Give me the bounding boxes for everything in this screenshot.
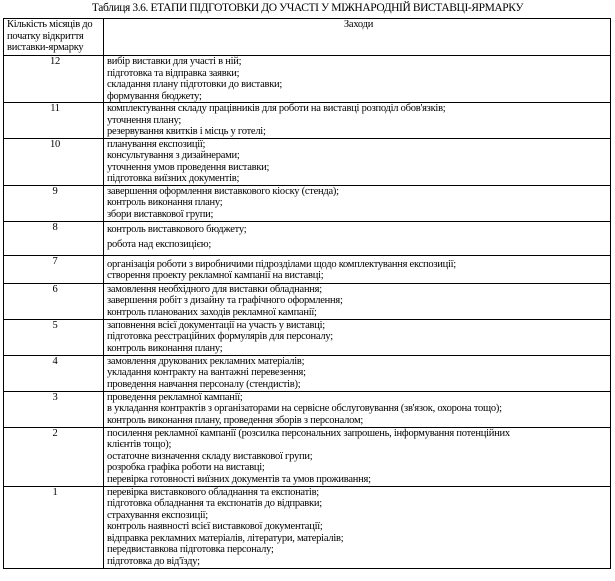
- measure-item: робота над експозицією;: [107, 238, 212, 250]
- measure-item: посилення рекламної кампанії (розсилка персональних запрошень, інформування потенційних: [107, 427, 510, 439]
- measure-item: контроль виконання плану;: [107, 197, 223, 208]
- months-cell: 12: [4, 56, 104, 103]
- measures-cell: [104, 486, 611, 568]
- months-cell: 10: [4, 138, 104, 185]
- measure-item: комплектування складу працівників для роботи на виставці розподіл обов'язків;: [107, 103, 446, 114]
- measure-item: відправка рекламних матеріалів, літератури, матеріалів;: [107, 532, 344, 544]
- measures-cell: [104, 255, 611, 283]
- table-row: [4, 185, 611, 221]
- measure-item: контроль наявності всієї виставкової документації;: [107, 521, 323, 532]
- measure-item: контроль виконання плану;: [107, 342, 223, 354]
- measure-item: резервування квитків і місць у готелі;: [107, 126, 266, 137]
- months-cell: 4: [4, 355, 104, 391]
- measure-item: збори виставкової групи;: [107, 208, 214, 220]
- measures-cell: [104, 391, 611, 427]
- measures-cell: [104, 283, 611, 319]
- months-cell: 11: [4, 103, 104, 139]
- months-cell: 2: [4, 427, 104, 486]
- measure-item: підготовка виїзних документів;: [107, 173, 240, 184]
- measure-item: контроль виставкового бюджету;: [107, 223, 247, 235]
- table-row: [4, 221, 611, 255]
- measure-item: передвиставкова підготовка персоналу;: [107, 544, 274, 555]
- measures-cell: [104, 56, 611, 103]
- measures-cell: [104, 185, 611, 221]
- measure-item: остаточне визначення складу виставкової групи;: [107, 450, 313, 462]
- table-body: [4, 56, 611, 569]
- measure-item: створення проекту рекламної кампанії на виставці;: [107, 270, 324, 281]
- measure-item: підготовка до від'їзду;: [107, 555, 200, 567]
- table-row: [4, 391, 611, 427]
- months-cell: 9: [4, 185, 104, 221]
- measure-item: підготовка реєстраційних формулярів для персоналу;: [107, 331, 333, 342]
- table-row: [4, 138, 611, 185]
- measures-cell: [104, 103, 611, 139]
- table-row: [4, 56, 611, 103]
- measures-cell: [104, 319, 611, 355]
- measure-item: складання плану підготовки до виставки;: [107, 79, 283, 90]
- months-cell: 8: [4, 221, 104, 255]
- measure-item: страхування експозиції;: [107, 509, 208, 521]
- measure-item: перевірка виставкового обладнання та експонатів;: [107, 486, 319, 498]
- measure-item: вибір виставки для участі в ній;: [107, 56, 242, 67]
- measure-item: замовлення необхідного для виставки обладнання;: [107, 283, 322, 295]
- measures-cell: [104, 427, 611, 486]
- months-cell: 3: [4, 391, 104, 427]
- table-header-row: [4, 19, 611, 56]
- measure-item: укладання контракту на вантажні перевезення;: [107, 367, 306, 378]
- measure-item: планування експозиції;: [107, 138, 206, 150]
- months-cell: 5: [4, 319, 104, 355]
- measure-item: заповнення всієї документації на участь у виставці;: [107, 319, 325, 331]
- measure-item: проведення рекламної кампанії;: [107, 391, 243, 403]
- measure-item: уточнення плану;: [107, 114, 182, 126]
- table-row: [4, 255, 611, 283]
- measures-cell: [104, 138, 611, 185]
- table-row: [4, 283, 611, 319]
- measure-item: підготовка та відправка заявки;: [107, 67, 240, 79]
- stages-table: [3, 18, 611, 569]
- header-months: Кількість місяців до початку відкриття виставки-ярмарку: [4, 19, 104, 56]
- header-measures: Заходи: [104, 19, 611, 56]
- measure-item: підготовка обладнання та експонатів до відправки;: [107, 498, 322, 509]
- table-row: [4, 486, 611, 568]
- table-row: [4, 103, 611, 139]
- measure-item: уточнення умов проведення виставки;: [107, 161, 270, 173]
- measures-cell: [104, 355, 611, 391]
- table-caption: Таблиця 3.6. ЕТАПИ ПІДГОТОВКИ ДО УЧАСТІ У МІЖНАРОДНІЙ ВИСТАВЦІ-ЯРМАРКУ: [91, 2, 524, 14]
- months-cell: 6: [4, 283, 104, 319]
- measures-cell: [104, 221, 611, 255]
- table-row: [4, 319, 611, 355]
- measure-item: в укладання контрактів з організаторами на сервісне обслуговування (зв'язок, охорона тощо);: [107, 403, 502, 414]
- measure-item: завершення робіт з дизайну та графічного оформлення;: [107, 295, 343, 306]
- table-row: [4, 427, 611, 486]
- measure-item: замовлення друкованих рекламних матеріалів;: [107, 355, 305, 367]
- measure-item: організація роботи з виробничими підрозділами щодо комплектування експозиції;: [107, 258, 456, 270]
- measure-item: контроль виконання плану, проведення зборів з персоналом;: [107, 414, 364, 426]
- measure-item: розробка графіка роботи на виставці;: [107, 462, 265, 473]
- measure-item: перевірка готовності виїзних документів та умов проживання;: [107, 473, 371, 485]
- months-cell: 7: [4, 255, 104, 283]
- table-row: [4, 355, 611, 391]
- measure-item: клієнтів тощо);: [107, 439, 172, 450]
- measure-item: проведення навчання персоналу (стендистів);: [107, 378, 301, 390]
- measure-item: завершення оформлення виставкового кіоску (стенда);: [107, 185, 339, 197]
- measure-item: формування бюджету;: [107, 90, 202, 102]
- measure-item: консультування з дизайнерами;: [107, 150, 240, 161]
- measure-item: контроль планованих заходів рекламної кампанії;: [107, 306, 317, 318]
- months-cell: 1: [4, 486, 104, 568]
